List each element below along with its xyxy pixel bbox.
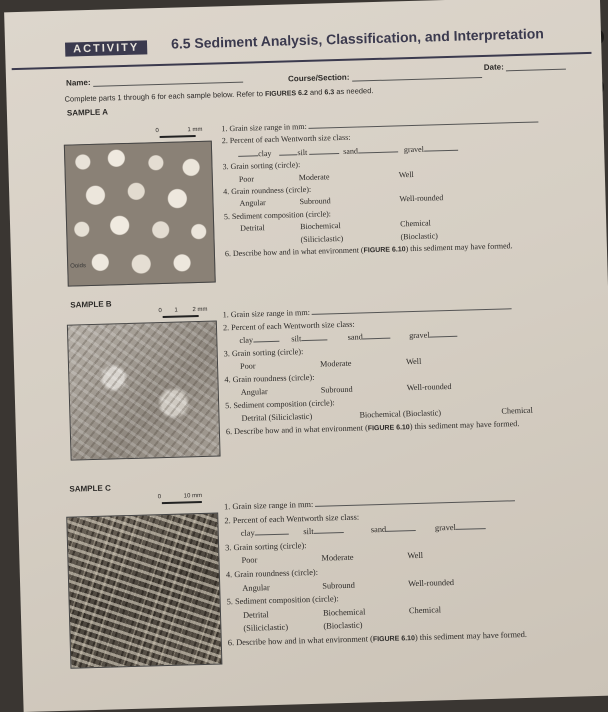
- date-label: Date:: [483, 62, 504, 72]
- date-field[interactable]: [484, 61, 566, 72]
- page-title: 6.5 Sediment Analysis, Classification, and Interpretation: [170, 25, 545, 52]
- grain-size-input-c[interactable]: [315, 492, 515, 507]
- sample-c-photo: [66, 513, 222, 669]
- sample-b-questions: 1. Grain size range in mm: 2. Percent of each Wentworth size class: clay silt sand gravel 3. Grain sorting (circle): Poor Moderate Well 4. Grain roundness (circle): Angular Subround Well-rounded 5. Sediment composition (circle): Detrital (Siliciclastic) Biochemical (Bioclastic) Chemical 6. Describe how and in what environment (FIGURE 6.10) this sediment may have formed.: [222, 300, 533, 440]
- instructions: Complete parts 1 through 6 for each sample below. Refer to FIGURES 6.2 and 6.3 as needed.: [64, 86, 374, 104]
- activity-badge: ACTIVITY: [65, 40, 147, 56]
- sample-a-scale: 0 1 mm: [155, 128, 159, 134]
- sample-b-photo: [67, 321, 221, 461]
- sample-a-questions: 1. Grain size range in mm: 2. Percent of each Wentworth size class: clay silt sand gravel 3. Grain sorting (circle): Poor Moderate Well 4. Grain roundness (circle): Angular Subround Well-rounded 5. Sediment composition (circle): Detrital Biochemical Chemical (Siliciclastic) (Bioclastic) 6. Describe how and in what environment (FIGURE 6.10) this sediment may have formed.: [221, 113, 542, 261]
- sample-c-label: SAMPLE C: [69, 483, 111, 494]
- sample-c-questions: 1. Grain size range in mm: 2. Percent of each Wentworth size class: clay silt sand gravel 3. Grain sorting (circle): Poor Moderate Well 4. Grain roundness (circle): Angular Subround Well-rounded 5. Sediment composition (circle): Detrital Biochemical Chemical (Siliciclastic) (Bioclastic) 6. Describe how and in what environment (FIGURE 6.10) this sediment may have formed.: [224, 492, 527, 651]
- sample-b-label: SAMPLE B: [70, 299, 112, 310]
- sample-a-photo: [64, 141, 216, 287]
- name-field[interactable]: [66, 74, 243, 88]
- grain-size-input-b[interactable]: [312, 300, 512, 315]
- worksheet-page: [4, 0, 608, 712]
- grain-size-input-a[interactable]: [309, 113, 539, 128]
- sample-a-label: SAMPLE A: [66, 107, 109, 118]
- sample-b-scale: 0 1 2 mm: [158, 308, 162, 314]
- sample-c-scale: 0 10 mm: [158, 494, 162, 500]
- course-label: Course/Section:: [287, 72, 350, 84]
- ooids-caption: Ooids: [70, 263, 87, 270]
- course-section-field[interactable]: [288, 69, 482, 83]
- name-label: Name:: [65, 77, 91, 88]
